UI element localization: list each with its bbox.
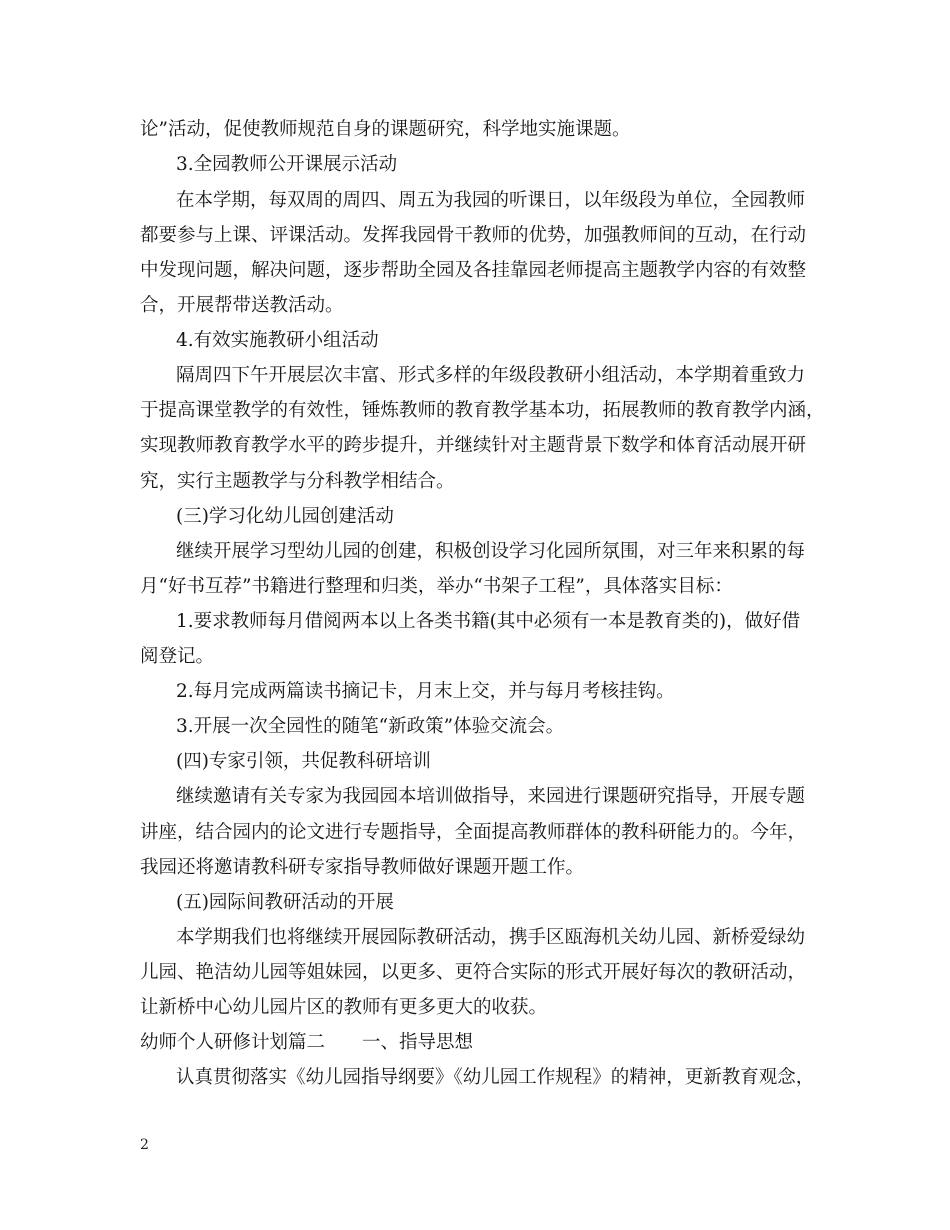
section-heading: (四)专家引领，共促教科研培训: [176, 751, 431, 772]
text-line: 认真贯彻落实《幼儿园指导纲要》《幼儿园工作规程》的精神，更新教育观念，: [176, 1067, 815, 1088]
text-line: 都要参与上课、评课活动。发挥我园骨干教师的优势，加强教师间的互动，在行动: [140, 225, 807, 246]
text-line: 究，实行主题教学与分科教学相结合。: [140, 471, 455, 492]
text-line: 本学期我们也将继续开展园际教研活动，携手区瓯海机关幼儿园、新桥爱绿幼: [176, 927, 806, 948]
text-line: 1.要求教师每月借阅两本以上各类书籍(其中必须有一本是教育类的)，做好借: [176, 611, 801, 632]
text-line: 在本学期，每双周的周四、周五为我园的听课日，以年级段为单位，全园教师: [176, 190, 806, 211]
page-number: 2: [140, 1137, 149, 1153]
section-heading: 3.全园教师公开课展示活动: [176, 154, 398, 175]
section-heading: 4.有效实施教研小组活动: [176, 330, 379, 351]
text-line: 继续邀请有关专家为我园园本培训做指导，来园进行课题研究指导，开展专题: [176, 786, 806, 807]
text-line: 实现教师教育教学水平的跨步提升，并继续针对主题背景下数学和体育活动展开研: [140, 435, 807, 456]
text-line: 合，开展帮带送教活动。: [140, 295, 344, 316]
text-line: 论”活动，促使教师规范自身的课题研究，科学地实施课题。: [140, 119, 631, 140]
text-line: 继续开展学习型幼儿园的创建，积极创设学习化园所氛围，对三年来积累的每: [176, 541, 806, 562]
text-line: 让新桥中心幼儿园片区的教师有更多更大的收获。: [140, 997, 548, 1018]
text-line: 隔周四下午开展层次丰富、形式多样的年级段教研小组活动，本学期着重致力: [176, 365, 806, 386]
text-line: 阅登记。: [140, 646, 215, 667]
text-line: 2.每月完成两篇读书摘记卡，月末上交，并与每月考核挂钩。: [176, 681, 675, 702]
text-line: 3.开展一次全园性的随笔“新政策”体验交流会。: [176, 716, 565, 737]
article-title-line: 幼师个人研修计划篇二 一、指导思想: [140, 1032, 474, 1053]
text-line: 月“好书互荐”书籍进行整理和归类，举办“书架子工程”，具体落实目标：: [140, 576, 733, 597]
section-heading: (五)园际间教研活动的开展: [176, 892, 394, 913]
section-heading: (三)学习化幼儿园创建活动: [176, 506, 394, 527]
text-line: 于提高课堂教学的有效性，锤炼教师的教育教学基本功，拓展教师的教育教学内涵，: [140, 400, 825, 421]
text-line: 儿园、艳洁幼儿园等姐妹园，以更多、更符合实际的形式开展好每次的教研活动，: [140, 962, 807, 983]
text-line: 讲座，结合园内的论文进行专题指导，全面提高教师群体的教科研能力的。今年，: [140, 822, 807, 843]
text-line: 我园还将邀请教科研专家指导教师做好课题开题工作。: [140, 857, 585, 878]
text-line: 中发现问题，解决问题，逐步帮助全园及各挂靠园老师提高主题教学内容的有效整: [140, 260, 807, 281]
